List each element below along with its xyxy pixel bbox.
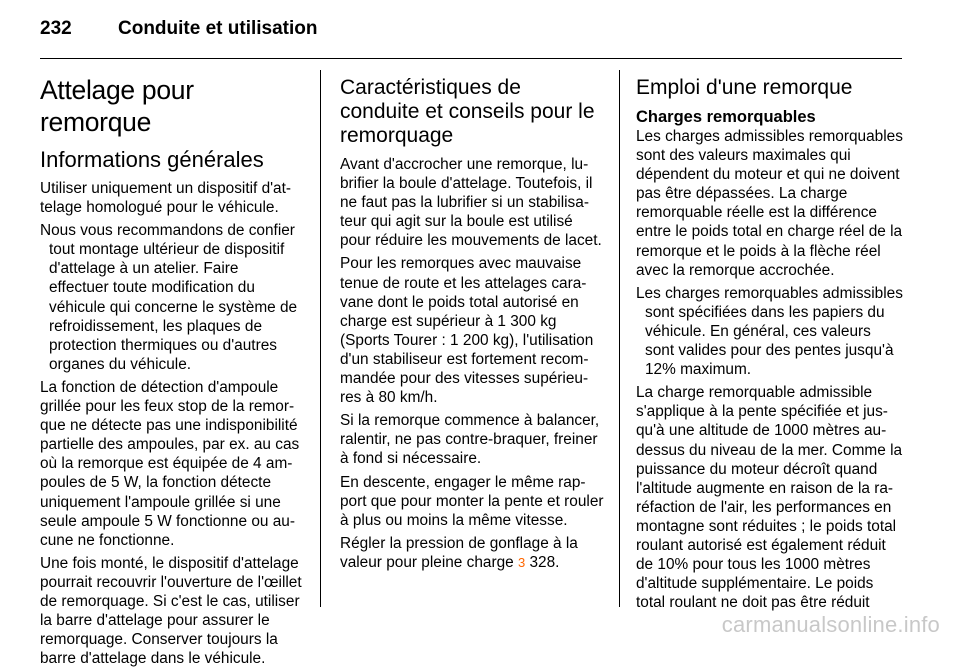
section-heading: Emploi d'une remorque — [636, 76, 853, 99]
paragraph: La charge remorquable admissible s'applique à la pente spécifiée et jusqu'à une altitude de 1000 mètres au-dessus du niveau de la mer. Comme la puissance du moteur décroît quand l'altitude augmente en raison de la raréfaction de l'air, les performances en montagne sont réduites ; le poids total roulant autorisé est également réduit de 10% pour tous les 1000 mètres d'altitude supplémentaire. Le poids total roulant ne doit pas être réduit — [636, 384, 903, 612]
paragraph: Les charges remorquables admissibles sont spécifiées dans les papiers du véhicule. En général, ces valeurs sont valides pour des pentes jusqu'à 12% maximum. — [636, 284, 903, 379]
paragraph: Si la remorque commence à balancer, ralentir, ne pas contre-braquer, freiner à fond si nécessaire. — [340, 412, 600, 468]
paragraph — [340, 534, 604, 572]
header-divider — [40, 58, 902, 59]
chapter-heading: Attelage pour remorque — [40, 75, 194, 137]
section-heading: Informations générales — [40, 147, 264, 172]
section-heading: Caractéristiques de conduite et conseils pour le remorquage — [340, 76, 595, 147]
page-number: 232 — [40, 18, 72, 39]
paragraph: Une fois monté, le dispositif d'attelage pourrait recouvrir l'ouverture de l'œillet de remorquage. Si c'est le cas, utiliser la barre d'attelage pour assurer le remorquage. Conserver toujours la barre d'attelage dans le véhicule. — [40, 554, 302, 668]
paragraph: En descente, engager le même rapport que pour monter la pente et rouler à plus ou moins la même vitesse. — [340, 473, 604, 529]
page-header — [40, 18, 318, 48]
paragraph-text: Régler la pression de gonflage à la valeur pour pleine charge — [340, 534, 578, 571]
column-divider — [619, 70, 620, 607]
column-trailer-hitch — [40, 70, 302, 672]
paragraph: Avant d'accrocher une remorque, lubrifier la boule d'attelage. Toutefois, il ne faut pas la lubrifier si un stabilisateur qui agit sur la boule est utilisé pour réduire les mouvements de lacet. — [340, 156, 602, 250]
column-divider — [320, 70, 321, 607]
page-reference-icon: 3 — [517, 554, 526, 570]
section-title: Conduite et utilisation — [118, 18, 318, 39]
page-reference[interactable]: 328. — [525, 553, 560, 571]
paragraph: Utiliser uniquement un dispositif d'attelage homologué pour le véhicule. — [40, 180, 292, 217]
paragraph: Pour les remorques avec mauvaise tenue de route et les attelages caravane dont le poids total autorisé en charge est supérieur à 1 300 kg (Sports Tourer : 1 200 kg), l'utilisation d'un stabiliseur est fortement recommandée pour des vitesses supérieures à 80 km/h. — [340, 255, 594, 407]
paragraph: Nous vous recommandons de confier tout montage ultérieur de dispositif d'attelage à un atelier. Faire effectuer toute modification du véhicule qui concerne le système de refroidissement, les plaques de protection thermiques ou d'autres organes du véhicule. — [40, 222, 298, 373]
paragraph: Les charges admissibles remorquables sont des valeurs maximales qui dépendent du moteur et qui ne doivent pas être dépassées. La charge remorquable réelle est la différence entre le poids total en charge réel de la remorque et le poids à la flèche réel avec la remorque accrochée. — [636, 128, 903, 279]
subsection-heading: Charges remorquables — [636, 108, 816, 126]
paragraph: La fonction de détection d'ampoule grillée pour les feux stop de la remorque ne détecte pas une indisponibilité partielle des ampoules, par ex. au cas où la remorque est équipée de 4 ampoules de 5 W, la fonction détecte uniquement l'ampoule grillée si une seule ampoule 5 W fonctionne ou aucune ne fonctionne. — [40, 378, 300, 549]
watermark: carmanualsonline.info — [721, 612, 940, 637]
column-trailer-use — [636, 70, 904, 616]
column-driving-tips — [340, 70, 604, 576]
